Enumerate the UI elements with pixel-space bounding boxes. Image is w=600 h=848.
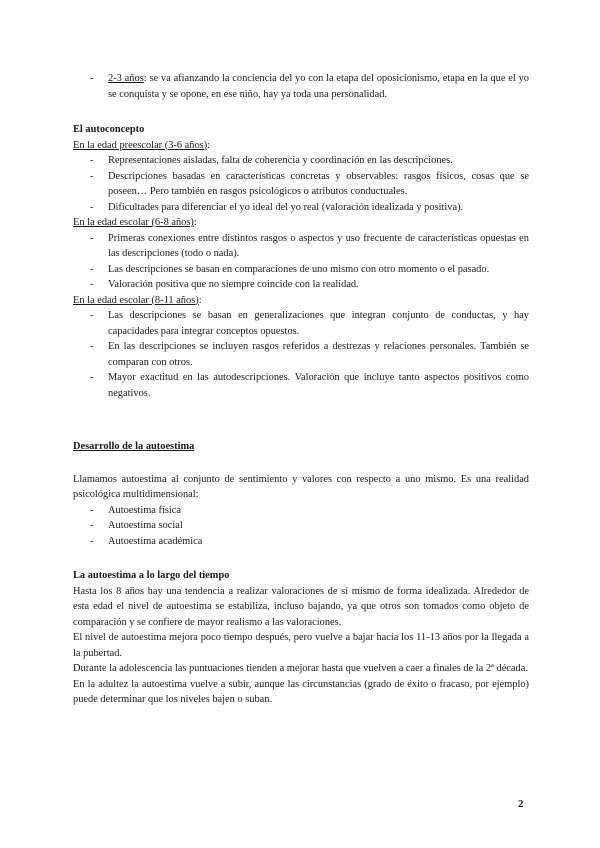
section-heading: La autoestima a lo largo del tiempo bbox=[73, 570, 230, 581]
escolar-tardia-list bbox=[73, 308, 529, 401]
subheading-escolar: En la edad escolar (6-8 años): bbox=[73, 217, 197, 228]
list-item-term: 2-3 años bbox=[108, 73, 144, 84]
section-heading: Desarrollo de la autoestima bbox=[73, 441, 195, 452]
escolar-list bbox=[73, 231, 529, 293]
list-item: - Dificultades para diferenciar el yo ideal del yo real (valoración idealizada y positiva). bbox=[90, 201, 464, 213]
desarrollo-section bbox=[73, 439, 529, 549]
list-item: - Autoestima física bbox=[90, 504, 182, 516]
list-item-text: : se va afianzando la conciencia del yo con la etapa del oposicionismo, etapa en la que el yo se conquista y se opone, en ese niño, hay ya toda una personalidad. bbox=[108, 73, 529, 100]
list-item: - Descripciones basadas en características concretas y observables: rasgos físicos, cosas que se poseen… Pero también en rasgos psicológicos o atributos conductuales. bbox=[90, 170, 529, 197]
list-item: - Las descripciones se basan en comparaciones de uno mismo con otro momento o el pasado. bbox=[90, 263, 490, 275]
paragraph: Durante la adolescencia las puntuaciones tienden a mejorar hasta que vuelven a caer a finales de la 2ª década. bbox=[73, 663, 528, 674]
section-heading: El autoconcepto bbox=[73, 124, 145, 135]
preescolar-list bbox=[73, 153, 529, 215]
list-item: - Las descripciones se basan en generalizaciones que integran conjunto de conductas, y hay capacidades para integrar conceptos opuestos. bbox=[90, 310, 529, 337]
list-item: - 2-3 años: se va afianzando la conciencia del yo con la etapa del oposicionismo, etapa en la que el yo se conquista y se opone, en ese niño, hay ya toda una personalidad. bbox=[90, 73, 529, 100]
subheading-preescolar: En la edad preescolar (3-6 años): bbox=[73, 139, 211, 151]
list-item: - Valoración positiva que no siempre coincide con la realidad. bbox=[90, 279, 359, 290]
list-item: - Autoestima social bbox=[90, 520, 183, 531]
autoestima-list bbox=[73, 503, 529, 550]
list-item: - Primeras conexiones entre distintos rasgos o aspectos y uso frecuente de características opuestas en las descripciones (todo o nada). bbox=[90, 232, 529, 259]
top-list bbox=[73, 71, 529, 102]
list-item: - En las descripciones se incluyen rasgos referidos a destrezas y relaciones personales. También se comparan con otros. bbox=[90, 341, 529, 368]
paragraph: El nivel de autoestima mejora poco tiempo después, pero vuelve a bajar hacia los 11-13 años por la llegada a la pubertad. bbox=[73, 632, 529, 659]
subheading-escolar-tardia: En la edad escolar (8-11 años): bbox=[73, 294, 202, 306]
autoconcepto-section bbox=[73, 122, 529, 401]
list-item: - Mayor exactitud en las autodescripciones. Valoración que incluye tanto aspectos positivos como negativos. bbox=[90, 372, 529, 399]
page-number: 2 bbox=[518, 798, 524, 810]
list-item: - Representaciones aisladas, falta de coherencia y coordinación en las descripciones. bbox=[90, 155, 453, 166]
paragraph: Hasta los 8 años hay una tendencia a realizar valoraciones de sí mismo de forma idealizada. Alrededor de esta edad el nivel de autoestima se estabiliza, incluso bajando, ya que otros son tomados como objeto de comparación y se confiere de mayor realismo a las valoraciones. bbox=[73, 585, 529, 628]
paragraph: En la adultez la autoestima vuelve a subir, aunque las circunstancias (grado de éxito o fracaso, por ejemplo) puede determinar que los niveles bajen o suban. bbox=[73, 678, 529, 705]
paragraph: Llamamos autoestima al conjunto de sentimiento y valores con respecto a uno mismo. Es una realidad psicológica multidimensional: bbox=[73, 473, 529, 500]
largo-tiempo-section bbox=[73, 568, 529, 708]
list-item: - Autoestima académica bbox=[90, 535, 203, 547]
